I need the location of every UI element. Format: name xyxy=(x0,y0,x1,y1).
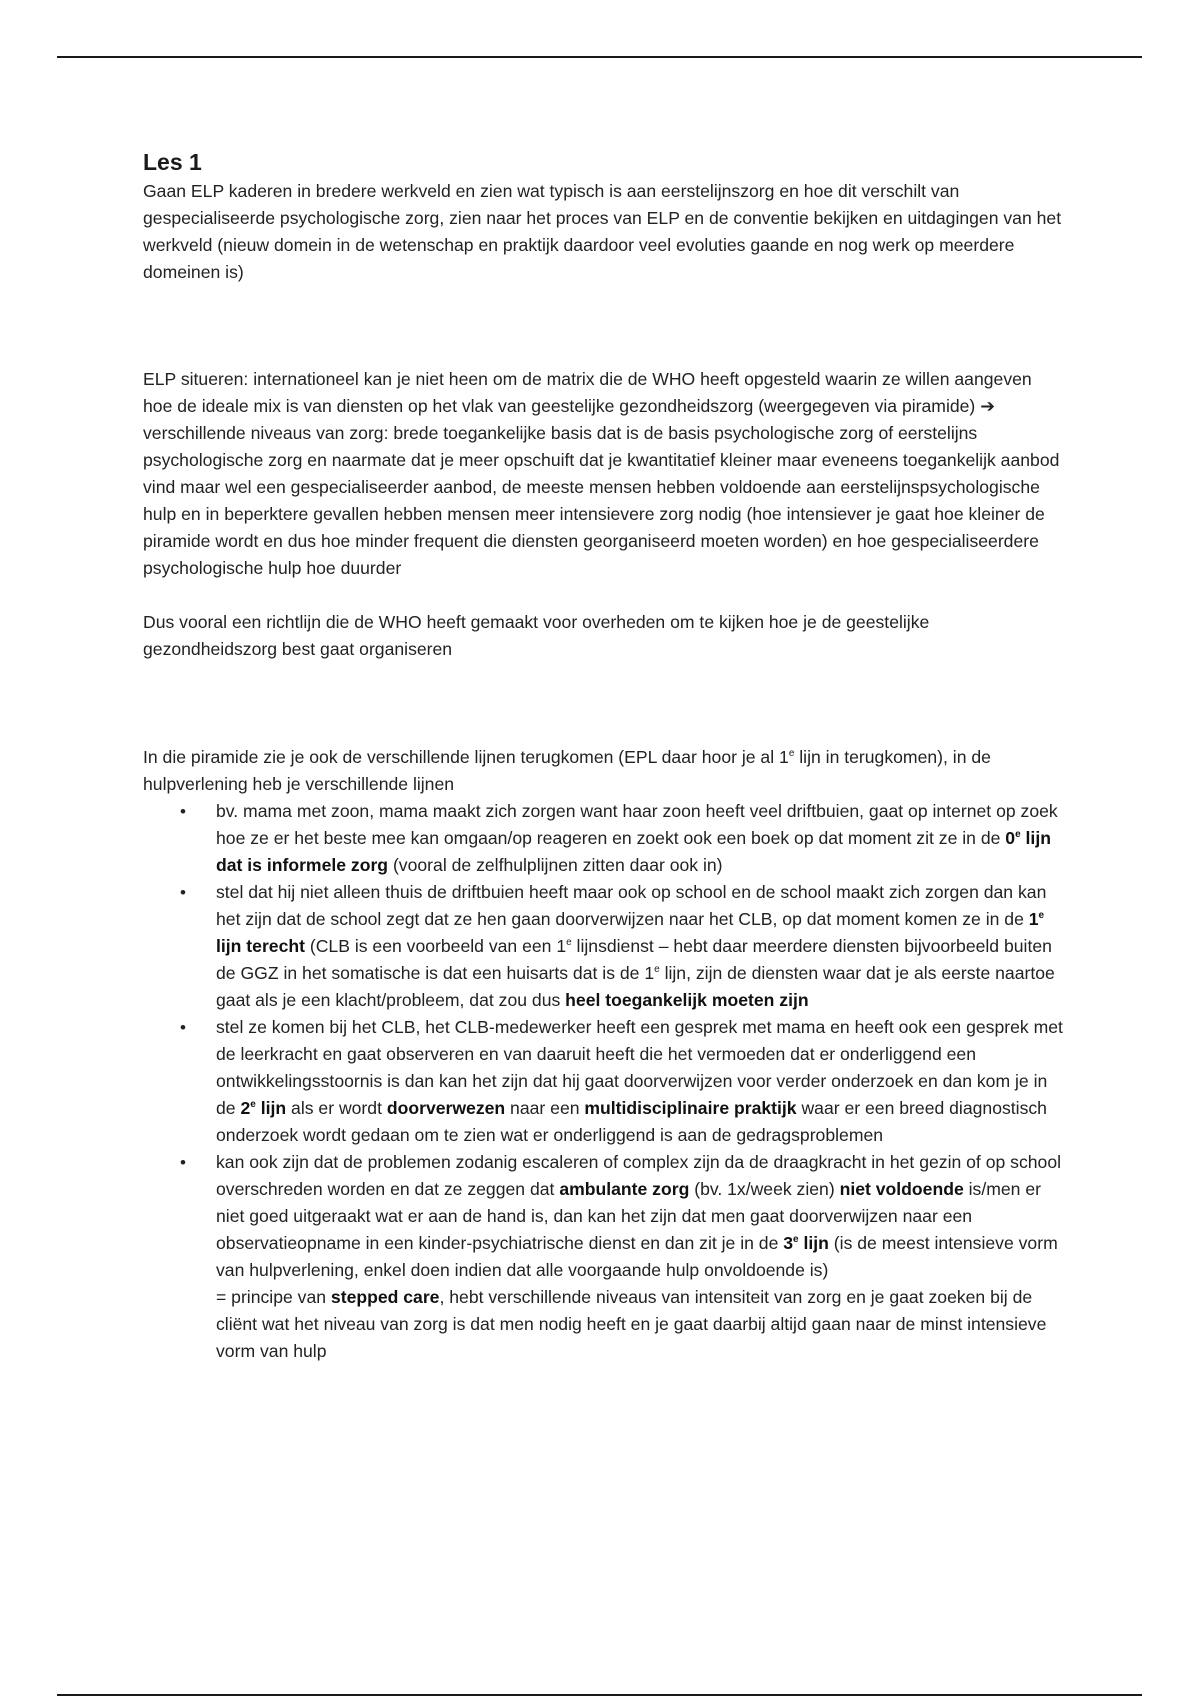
elp-text-2: verschillende niveaus van zorg: brede toegankelijke basis dat is de basis psychologische zorg of eerstelijns psychologische zorg en naarmate dat je meer opschuift dat je kwantitatief kleiner maar eveneens toegankelijk aanbod vind maar wel een gespecialiseerder aanbod, de meeste mensen hebben voldoende aan eerstelijnspsychologische hulp en in beperktere gevallen hebben mensen meer intensievere zorg nodig (hoe intensiever je gaat hoe kleiner de piramide wordt en dus hoe minder frequent die diensten georganiseerd moeten worden) en hoe gespecialiseerdere psychologische hulp hoe duurder xyxy=(143,423,1060,578)
list-item-text: (CLB is een voorbeeld van een 1 xyxy=(304,936,567,956)
superscript: e xyxy=(654,964,660,976)
bold-text: 1 xyxy=(1028,909,1039,929)
pyramid-text-2: lijn in terugkomen), in de hulpverlening heb je verschillende lijnen xyxy=(143,747,991,794)
bold-text: 0 xyxy=(1005,828,1016,848)
list-item-text: waar er een breed diagnostisch onderzoek wordt gedaan om te zien wat er onderliggend is aan de gedragsproblemen xyxy=(216,1098,1047,1145)
superscript: e xyxy=(788,748,795,760)
bold-term xyxy=(783,1233,829,1253)
list-item-text: lijnsdienst – hebt daar meerdere diensten bijvoorbeeld buiten de GGZ in het somatische is dat een huisarts dat is de 1 xyxy=(216,936,1052,983)
list-item-2e-lijn xyxy=(143,1014,1063,1149)
bullet-icon: • xyxy=(180,883,186,902)
bullet-icon: • xyxy=(180,1153,186,1172)
pyramid-text-1: In die piramide zie je ook de verschillende lijnen terugkomen (EPL daar hoor je al 1 xyxy=(143,747,789,767)
bold-text: lijn terecht xyxy=(216,936,305,956)
bold-term: doorverwezen xyxy=(386,1098,506,1118)
list-item-text: stel dat hij niet alleen thuis de driftbuien heeft maar ook op school en de school maakt zich zorgen dan kan het zijn dat de school zegt dat ze hen gaan doorverwijzen naar het CLB, op dat moment komen ze in de xyxy=(216,882,1047,929)
pyramid-paragraph xyxy=(143,744,1063,798)
superscript: e xyxy=(1015,829,1021,841)
bold-text: lijn xyxy=(798,1233,829,1253)
list-item-text: is/men er niet goed uitgeraakt wat er aan de hand is, dan kan het zijn dat men gaat doorverwijzen naar een observatieopname in een kinder-psychiatrische dienst en dan zit je in de xyxy=(216,1179,1041,1253)
list-item-0e-lijn xyxy=(143,798,1063,879)
superscript: e xyxy=(793,1234,799,1246)
list-item-text: stel ze komen bij het CLB, het CLB-medewerker heeft een gesprek met mama en heeft ook een gesprek met de leerkracht en gaat observeren en van daaruit heeft die het vermoeden dat er onderliggend een ontwikkelingsstoornis is dan kan het zijn dat hij gaat doorverwijzen voor verder onderzoek en dan kom je in de xyxy=(216,1017,1063,1118)
bullet-icon: • xyxy=(180,1018,186,1037)
list-item-text: naar een xyxy=(505,1098,585,1118)
bold-term: ambulante zorg xyxy=(559,1179,690,1199)
superscript: e xyxy=(250,1099,256,1111)
bold-term xyxy=(240,1098,286,1118)
list-item-text: kan ook zijn dat de problemen zodanig escaleren of complex zijn da de draagkracht in het gezin of op school overschreden worden en dat ze zeggen dat xyxy=(216,1152,1062,1199)
stepped-care-text: , hebt verschillende niveaus van intensiteit van zorg en je gaat zoeken bij de cliënt wat het niveau van zorg is dat men nodig heeft en je gaat daarbij altijd gaan naar de minst intensieve vorm van hulp xyxy=(216,1287,1047,1361)
bold-text: lijn xyxy=(255,1098,287,1118)
list-item-3e-lijn xyxy=(143,1149,1063,1365)
bold-text: 3 xyxy=(783,1233,794,1253)
bold-term: stepped care xyxy=(330,1287,440,1307)
care-lines-list xyxy=(143,798,1063,1365)
arrow-icon: ➔ xyxy=(980,396,995,416)
list-item-text: (is de meest intensieve vorm van hulpverlening, enkel doen indien dat alle voorgaande hulp onvoldoende is) xyxy=(216,1233,1058,1280)
top-rule xyxy=(57,56,1142,58)
who-guideline-text: Dus vooral een richtlijn die de WHO heeft gemaakt voor overheden om te kijken hoe je de geestelijke gezondheidszorg best gaat organiseren xyxy=(143,612,930,659)
elp-paragraph xyxy=(143,366,1063,582)
stepped-care-text: = principe van xyxy=(216,1287,331,1307)
intro-text: Gaan ELP kaderen in bredere werkveld en zien wat typisch is aan eerstelijnszorg en hoe dit verschilt van gespecialiseerde psychologische zorg, zien naar het proces van ELP en de conventie bekijken en uitdagingen van het werkveld (nieuw domein in de wetenschap en praktijk daardoor veel evoluties gaande en nog werk op meerdere domeinen is) xyxy=(143,181,1062,282)
page-title: Les 1 xyxy=(143,149,202,175)
bold-term: multidisciplinaire praktijk xyxy=(584,1098,797,1118)
intro-paragraph xyxy=(143,178,1063,286)
list-item-text: (vooral de zelfhulplijnen zitten daar ook in) xyxy=(388,855,723,875)
elp-text-1: ELP situeren: internationeel kan je niet heen om de matrix die de WHO heeft opgesteld waarin ze willen aangeven hoe de ideale mix is van diensten op het vlak van geestelijke gezondheidszorg (weergegeven via piramide) xyxy=(143,369,1032,416)
bold-text: lijn dat is informele zorg xyxy=(216,828,1051,875)
superscript: e xyxy=(1038,910,1045,922)
document-body xyxy=(143,148,1063,1365)
bullet-icon: • xyxy=(180,802,186,821)
bold-term: heel toegankelijk moeten zijn xyxy=(565,990,809,1010)
superscript: e xyxy=(566,937,572,949)
list-item-text: bv. mama met zoon, mama maakt zich zorgen want haar zoon heeft veel driftbuien, gaat op internet op zoek hoe ze er het beste mee kan omgaan/op reageren en zoekt ook een boek op dat moment zit ze in de xyxy=(216,801,1058,848)
bold-text: 2 xyxy=(240,1098,251,1118)
list-item-1e-lijn xyxy=(143,879,1063,1014)
list-item-text: (bv. 1x/week zien) xyxy=(689,1179,840,1199)
list-item-text: lijn, zijn de diensten waar dat je als eerste naartoe gaat als je een klacht/probleem, dat zou dus xyxy=(216,963,1055,1010)
who-guideline-paragraph xyxy=(143,609,1063,663)
list-item-text: als er wordt xyxy=(286,1098,387,1118)
bold-term: niet voldoende xyxy=(839,1179,964,1199)
bottom-rule xyxy=(57,1694,1142,1696)
